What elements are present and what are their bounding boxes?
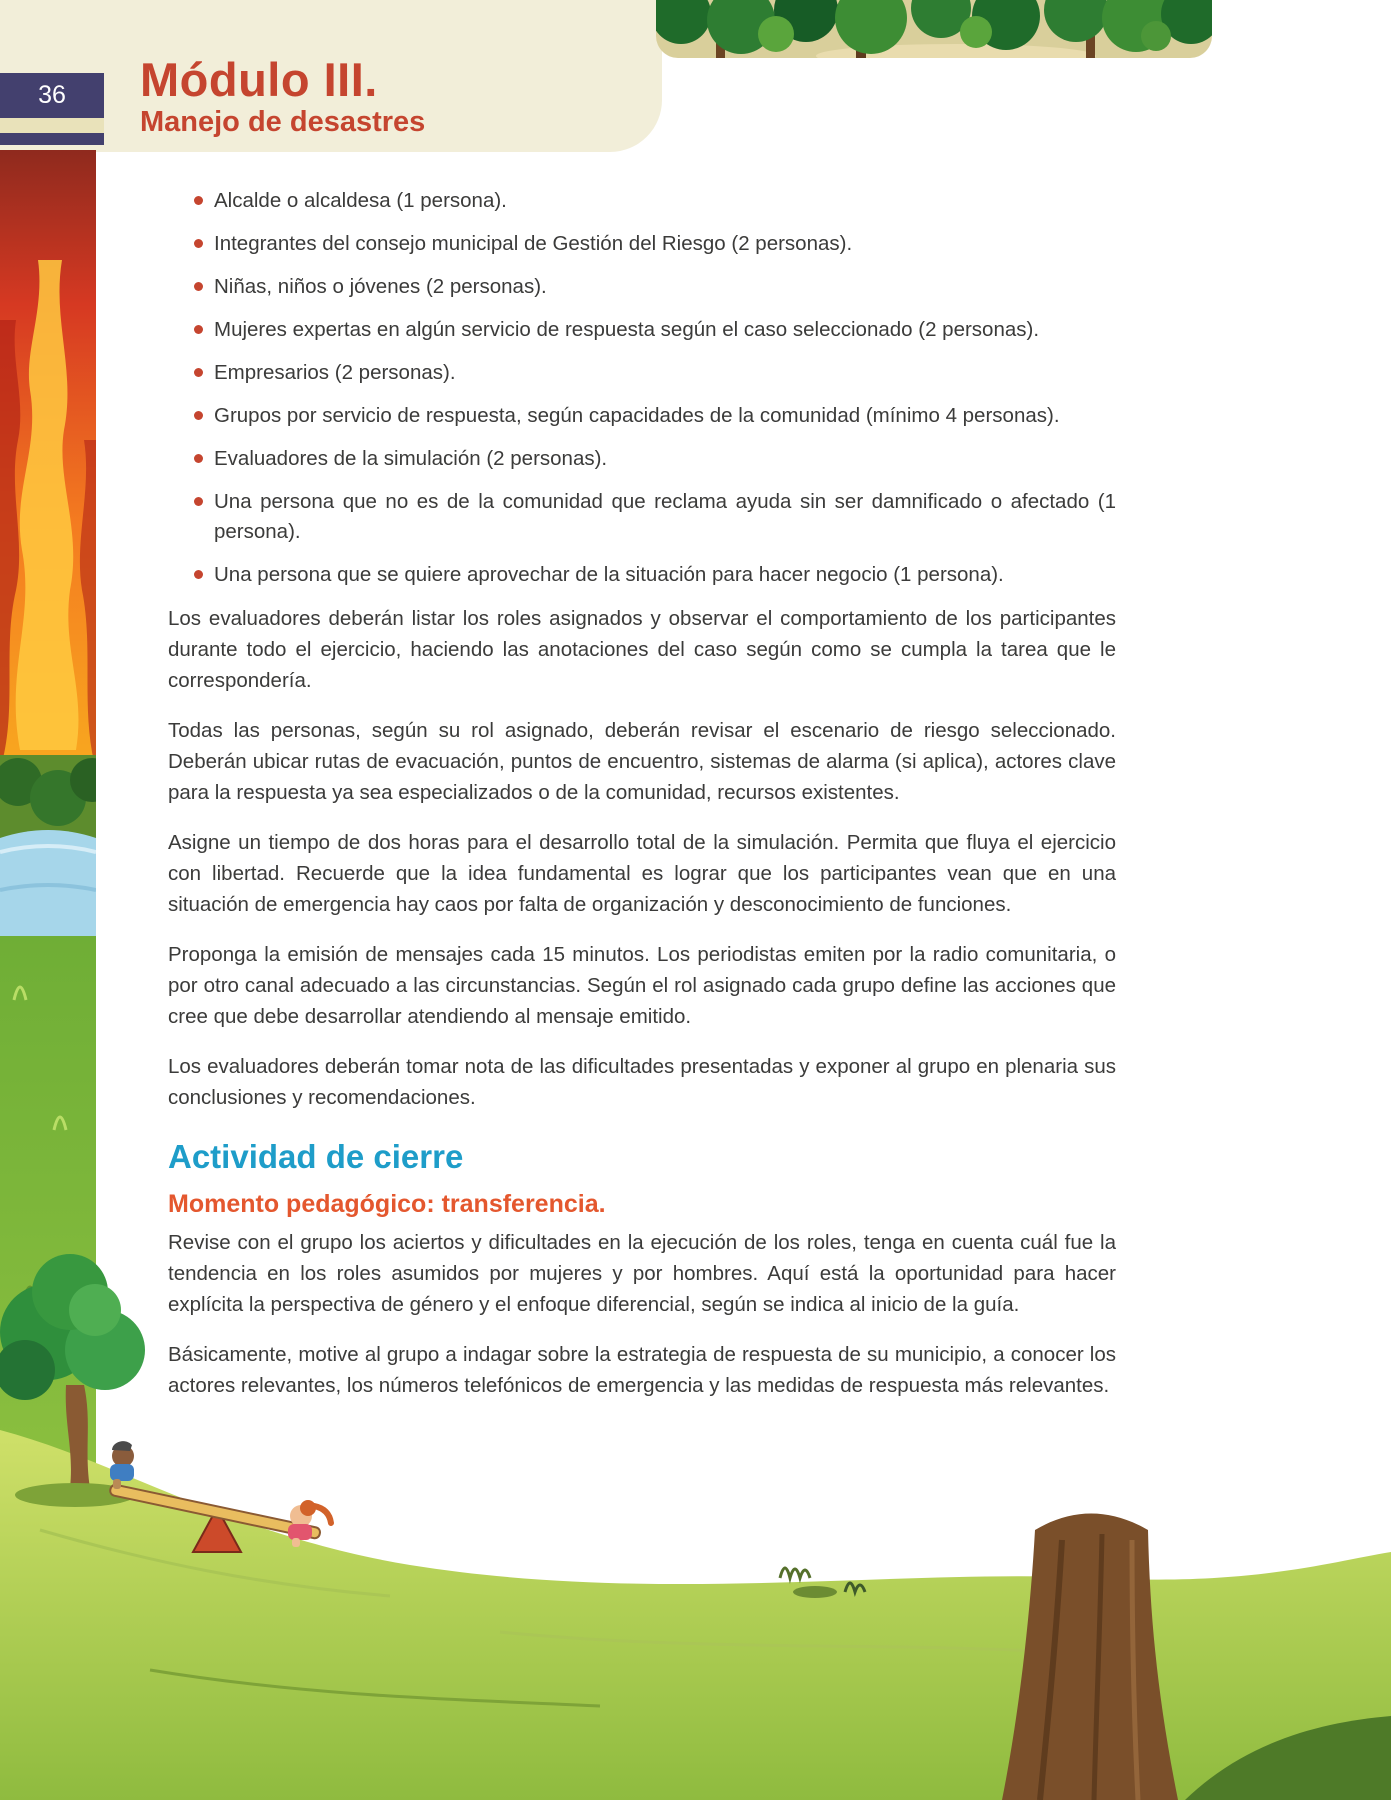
bullet-icon (194, 411, 203, 420)
list-item (168, 272, 1116, 302)
list-item-text: Empresarios (2 personas). (214, 361, 456, 384)
body-paragraph: Básicamente, motive al grupo a indagar sobre la estrategia de respuesta de su municipio, a conocer los actores relevantes, los números telefónicos de emergencia y las medidas de respuesta más relevantes. (168, 1343, 1116, 1398)
list-item-text: Integrantes del consejo municipal de Gestión del Riesgo (2 personas). (214, 232, 853, 255)
body-paragraph: Revise con el grupo los aciertos y dificultades en la ejecución de los roles, tenga en cuenta cuál fue la tendencia en los roles asumidos por mujeres y por hombres. Aquí está la oportunidad para hacer explícita la perspectiva de género y el enfoque diferencial, según se indica al inicio de la guía. (168, 1231, 1116, 1317)
body-paragraph: Los evaluadores deberán listar los roles asignados y observar el comportamiento de los participantes durante todo el ejercicio, haciendo las anotaciones del caso según como se cumpla la tarea que le correspondería. (168, 607, 1116, 692)
forest-canopy-illustration (656, 0, 1212, 58)
list-item-text: Una persona que se quiere aprovechar de la situación para hacer negocio (1 persona). (214, 563, 1004, 586)
bullet-icon (194, 368, 203, 377)
decorative-stripe-purple (0, 133, 104, 145)
list-item (168, 315, 1116, 345)
list-item (168, 560, 1116, 590)
list-item-text: Niñas, niños o jóvenes (2 personas). (214, 275, 547, 298)
page-number-box (0, 73, 104, 118)
roles-list (168, 186, 1116, 590)
list-item (168, 229, 1116, 259)
list-item-text: Una persona que no es de la comunidad que reclama ayuda sin ser damnificado o afectado (1 persona). (214, 490, 1116, 543)
list-item-text: Mujeres expertas en algún servicio de respuesta según el caso seleccionado (2 personas). (214, 318, 1040, 341)
body-paragraph: Los evaluadores deberán tomar nota de las dificultades presentadas y exponer al grupo en plenaria sus conclusiones y recomendaciones. (168, 1055, 1116, 1109)
bullet-icon (194, 239, 203, 248)
bullet-icon (194, 325, 203, 334)
module-title-block (140, 53, 426, 139)
list-item-text: Grupos por servicio de respuesta, según capacidades de la comunidad (mínimo 4 personas). (214, 404, 1060, 427)
list-item-text: Alcalde o alcaldesa (1 persona). (214, 189, 507, 212)
bullet-icon (194, 570, 203, 579)
bullet-icon (194, 497, 203, 506)
list-item-text: Evaluadores de la simulación (2 personas). (214, 447, 608, 470)
subsection-heading: Momento pedagógico: transferencia. (168, 1190, 606, 1219)
child-right-icon (288, 1500, 331, 1547)
module-subtitle: Manejo de desastres (140, 105, 426, 138)
body-paragraph: Todas las personas, según su rol asignado, deberán revisar el escenario de riesgo seleccionado. Deberán ubicar rutas de evacuación, puntos de encuentro, sistemas de alarma (si aplica), actores clave para la respuesta ya sea especializados o de la comunidad, recursos existentes. (168, 719, 1116, 804)
tree-trunk-icon (1002, 1514, 1178, 1801)
list-item (168, 401, 1116, 431)
list-item (168, 358, 1116, 388)
list-item (168, 444, 1116, 474)
list-item (168, 487, 1116, 547)
playground-footer-illustration (0, 1200, 1391, 1800)
forest-canopy-icon (656, 0, 1212, 58)
section-heading: Actividad de cierre (168, 1138, 464, 1175)
decorative-stripe-cream (0, 118, 104, 133)
bullet-icon (194, 282, 203, 291)
page-number: 36 (38, 81, 66, 109)
list-item (168, 186, 1116, 216)
body-paragraph: Asigne un tiempo de dos horas para el desarrollo total de la simulación. Permita que fluya el ejercicio con libertad. Recuerde que la idea fundamental es lograr que los participantes vean que en una situación de emergencia hay caos por falta de organización y desconocimiento de funciones. (168, 831, 1116, 916)
body-paragraph: Proponga la emisión de mensajes cada 15 minutos. Los periodistas emiten por la radio comunitaria, o por otro canal adecuado a las circunstancias. Según el rol asignado cada grupo define las acciones que cree que debe desarrollar atendiendo al mensaje emitido. (168, 943, 1116, 1028)
bullet-icon (194, 454, 203, 463)
bullet-icon (194, 196, 203, 205)
meadow-scene-icon (0, 1200, 1391, 1800)
module-title: Módulo III. (140, 53, 378, 106)
